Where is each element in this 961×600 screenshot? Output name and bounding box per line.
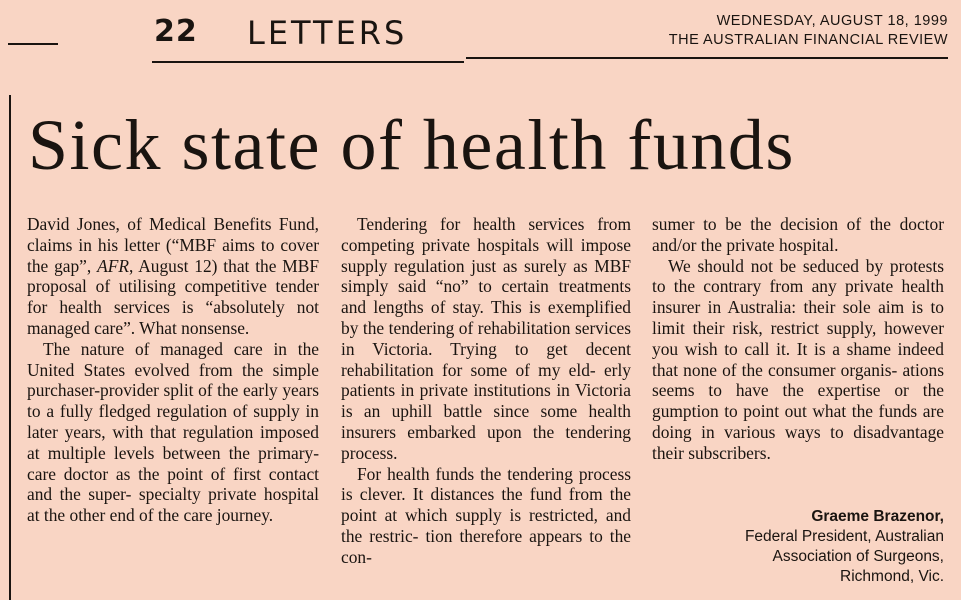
author-title-line-2: Association of Surgeons, — [772, 548, 944, 565]
page-number: 22 — [154, 14, 198, 49]
author-location: Richmond, Vic. — [840, 568, 944, 585]
dateline — [669, 12, 948, 50]
column-rule-left — [9, 95, 11, 600]
article-column-2 — [341, 214, 631, 568]
paragraph: sumer to be the decision of the doctor and/or the private hospital. — [652, 214, 944, 255]
paragraph: We should not be seduced by protests to the contrary from any private health insurer in Australia: their sole aim is to limit their risk, restrict supply, however you wish to call it. It is a shame indeed that none of the consumer organis- ations seems to have the expertise or the gumption to point out what the funds are doing in various ways to disadvantage their subscribers. — [652, 255, 945, 463]
article-column-3 — [652, 214, 944, 464]
paragraph: Tendering for health services from competing private hospitals will impose supply regulation just as surely as MBF simply said “no” to certain treatments and lengths of stay. This is exemplified by the tendering of rehabilitation services in Victoria. Trying to get decent rehabilitation for some of my eld- erly patients in private institutions in Victoria is an uphill battle since some health insurers embarked upon the tendering process. — [341, 214, 632, 463]
article-column-1 — [27, 214, 319, 526]
section-title: LETTERS — [247, 14, 408, 52]
author-name: Graeme Brazenor, — [811, 508, 944, 525]
paragraph: The nature of managed care in the United States evolved from the simple purchaser-provider split of the early years to a fully fledged regulation of supply in later years, with that regulation imposed at multiple levels between the primary-care doctor as the point of first contact and the super- specialty private hospital at the other end of the care journey. — [27, 338, 320, 526]
author-title-line-1: Federal President, Australian — [744, 528, 944, 545]
masthead-rule-left — [8, 43, 58, 45]
paragraph: David Jones, of Medical Benefits Fund, claims in his letter (“MBF aims to cover the gap”, AFR, August 12) that the MBF proposal of utilising competitive tender for health services is “absolutely not managed care”. What nonsense. — [27, 214, 320, 338]
paragraph: For health funds the tendering process is clever. It distances the fund from the point at which supply is restricted, and the restric- tion therefore appears to the con- — [341, 463, 631, 567]
headline: Sick state of health funds — [28, 105, 795, 185]
publication-date: WEDNESDAY, AUGUST 18, 1999 — [716, 13, 948, 29]
publication-name: THE AUSTRALIAN FINANCIAL REVIEW — [668, 32, 948, 48]
text-run: aims to cover the gap”, AFR, — [27, 234, 319, 276]
masthead-rule-middle — [152, 61, 464, 63]
signature-block — [745, 507, 944, 587]
masthead-rule-right — [466, 57, 948, 59]
